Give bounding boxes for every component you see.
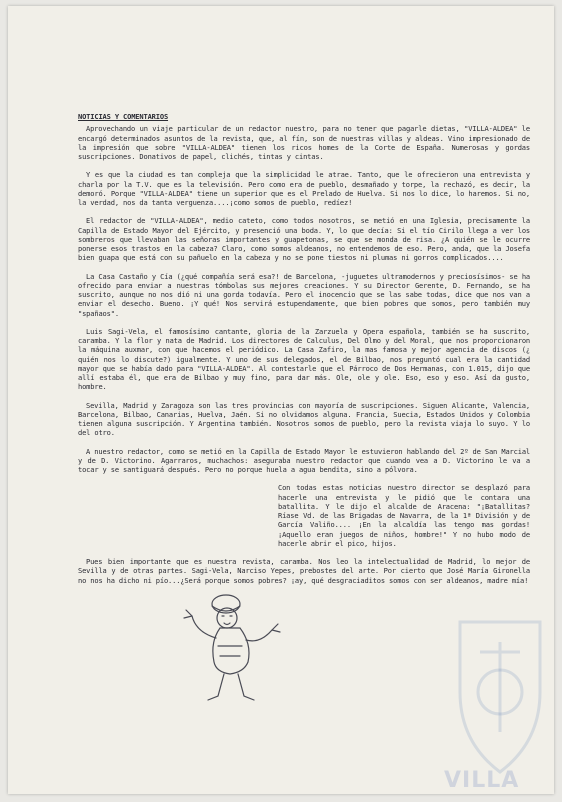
paragraph: Y es que la ciudad es tan compleja que la simplicidad le atrae. Tanto, que le ofrecieron una entrevista y charla por la T.V. que es la televisión. Pero como era de pueblo, desmañado y torpe, la rechazó, es decir, la demoró. Porque "VILLA-ALDEA" tiene un superior que es el Prelado de Huelva. Si nos lo dice, lo haremos. Si no, la verdad, nos da tanta verguenza....¡como somos de pueblo, redíez! [78, 170, 530, 207]
paragraph: Aprovechando un viaje particular de un redactor nuestro, para no tener que pagarle dietas, "VILLA-ALDEA" le encargó determinados asuntos de la revista, que, al fín, son de nuestras villas y aldeas. Vino impresionado de la impresión que sobre "VILLA-ALDEA" tienen los ricos homes de la Corte de España. Numerosas y gordas suscripciones. Donativos de papel, clichés, tintas y cintas. [78, 124, 530, 161]
watermark-text: VILLA [444, 768, 520, 793]
paragraph: Sevilla, Madrid y Zaragoza son las tres provincias con mayoría de suscripciones. Siguen Alicante, Valencia, Barcelona, Bilbao, Canarias, Huelva, Jaén. Si no olvidamos alguna. Francia, Suecia, Estados Unidos y Colombia tienen alguna suscripción. Y Argentina también. Nosotros somos de pueblo, pero la revista viaja lo suyo. Y lo del otro. [78, 400, 530, 438]
cartoon-illustration [180, 582, 310, 716]
document-body [78, 112, 530, 594]
paragraph: Con todas estas noticias nuestro director se desplazó para hacerle una entrevista y le pidió que le contara una batallita. Y le dijo el alcalde de Aracena: "¡Batallitas? Ríase Vd. de las Brigadas de Navarra, de la 1ª División y de García Valiño.... ¡En la alcaldía las tengo mas gordas! ¡Aquello eran juegos de niños, hombre!" Y no hubo modo de hacerle abrir el pico, hijos. [278, 483, 530, 548]
paragraph: El redactor de "VILLA-ALDEA", medio cateto, como todos nosotros, se metió en una Iglesia, precisamente la Capilla de Estado Mayor del Ejército, y presenció una boda. Y, lo que decía: Si el tío Cirilo llega a ver los sombreros que llevaban las señoras importantes y guapetonas, se que se monda de risa. ¿A quién se le ocurre ponerse esos trastos en la cabeza? Claro, como somos aldeanos, no entendemos de eso. Pero, anda, que la Josefa bien guapa que está con su pañuelo en la cabeza y no se pone tiestos ni plumas ni gorros complicados.... [78, 216, 530, 263]
paragraph: Pues bien importante que es nuestra revista, caramba. Nos leo la intelectualidad de Madrid, lo mejor de Sevilla y de otras partes. Sagi-Vela, Narciso Yepes, prebostes del arte. Por cierto que José María Gironella no nos ha dicho ni pío...¿Será porque somos pobres? ¡ay, qué desgraciaditos somos con ser aldeanos, madre mía! [78, 557, 530, 585]
paragraph: La Casa Castaño y Cía (¿qué compañía será esa?! de Barcelona, -juguetes ultramodernos y preciosísimos- se ha ofrecido para enviar a nuestras tómbolas sus mejores creaciones. Y su Director Gerente, D. Fernando, se ha suscrito, aunque no nos dió ni una gorda todavía. Pero el inocencio que se las sabe todas, dice que nos van a enviar el desecho. Bueno. ¡Y qué! Nos servirá estupendamente, que bien pobres que somos, pero también muy "spañaos". [78, 271, 530, 318]
page-title: NOTICIAS Y COMENTARIOS [78, 112, 169, 121]
paragraph: A nuestro redactor, como se metió en la Capilla de Estado Mayor le estuvieron hablando del 2º de San Marcial y de D. Victorino. Agarraros, muchachos: aseguraba nuestro redactor que cuando vea a D. Victorino le va a tocar y se santiguará después. Pero no porque huela a agua bendita, sino a pólvora. [78, 446, 530, 474]
paper-sheet [8, 6, 554, 794]
paragraph: Luis Sagi-Vela, el famosísimo cantante, gloria de la Zarzuela y Opera española, también se ha suscrito, caramba. Y la flor y nata de Madrid. Los directores de Calculus, Del Olmo y del Moral, que nos proporcionaron la máquina auxmar, con que hacemos el periódico. La Casa Zafiro, la mas famosa y mejor agencia de discos (¿ quién nos lo discute?) igualmente. Y uno de sus delegados, el de Bilbao, nos preguntó cual era la cantidad mayor que se había dado para "VILLA-ALDEA". Al contestarle que el Párroco de Dos Hermanas, con 1.015, dijo que allí estaba él, que era de Bilbao y muy fino, para dar más. Ole, ole y ole. Eso, eso y eso. Así da gusto, hombre. [78, 326, 530, 392]
